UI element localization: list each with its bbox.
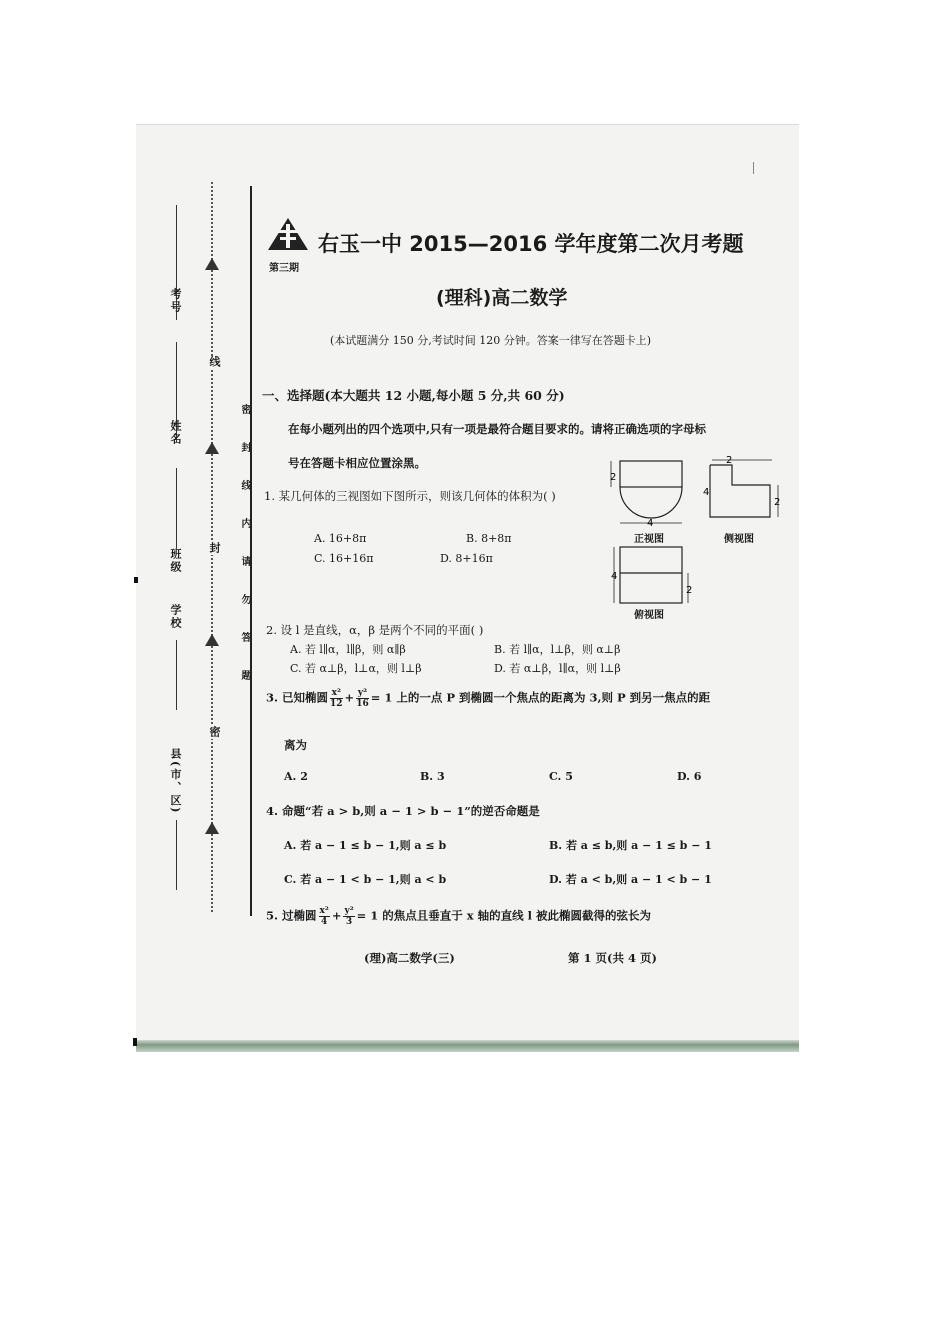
- dim-label: 2: [726, 455, 733, 466]
- seal-char-close: 密: [208, 726, 221, 739]
- dim-label: 2: [774, 497, 781, 508]
- q5-fraction: [319, 906, 330, 927]
- frac-denominator: 3: [345, 917, 353, 927]
- field-line: [176, 820, 177, 890]
- front-view: [620, 461, 682, 518]
- q2-option-b: B. 若 l∥α，l⊥β，则 α⊥β: [494, 643, 621, 656]
- scan-bottom-edge: [136, 1040, 799, 1052]
- question-4-stem: 4. 命题“若 a > b,则 a − 1 > b − 1”的逆否命题是: [266, 804, 540, 818]
- issue-label: 第三期: [269, 263, 299, 274]
- side-view-label: 侧视图: [724, 534, 754, 545]
- triangle-marker-icon: [205, 258, 219, 270]
- question-3-stem: [266, 688, 710, 709]
- school-label: 学校: [169, 604, 182, 630]
- field-line: [176, 640, 177, 710]
- scan-mark: [133, 1038, 137, 1046]
- instruction-text: 在每小题列出的四个选项中,只有一项是最符合题目要求的。请将正确选项的字母标: [288, 422, 706, 436]
- q2-option-c: C. 若 α⊥β，l⊥α，则 l⊥β: [290, 662, 422, 675]
- q3-option-c: C. 5: [549, 770, 573, 783]
- q1-option-d: D. 8+16π: [440, 552, 493, 565]
- scan-mark: [753, 162, 754, 174]
- exam-number-label: 考号: [169, 288, 182, 314]
- q3-option-d: D. 6: [677, 770, 702, 783]
- dim-label: 2: [610, 472, 617, 483]
- dim-label: 4: [703, 487, 710, 498]
- exam-note: (本试题满分 150 分,考试时间 120 分钟。答案一律写在答题卡上): [330, 334, 652, 347]
- q1-option-b: B. 8+8π: [466, 532, 512, 545]
- plus-sign: +: [344, 690, 355, 705]
- q3-fraction: [356, 688, 369, 709]
- top-view: [620, 547, 682, 603]
- frac-numerator: x²: [331, 688, 341, 698]
- q3-fraction: [330, 688, 343, 709]
- scan-mark: [134, 577, 138, 583]
- question-2-stem: 2. 设 l 是直线，α，β 是两个不同的平面( ): [266, 623, 484, 637]
- frac-numerator: x²: [319, 906, 329, 916]
- q5-stem-text: 5. 过椭圆: [266, 908, 317, 923]
- frac-numerator: y²: [357, 688, 368, 698]
- frac-denominator: 16: [356, 699, 369, 709]
- seal-char-line: 线: [208, 356, 221, 369]
- question-1-stem: 1. 某几何体的三视图如下图所示，则该几何体的体积为( ): [264, 489, 556, 503]
- footer-subject: (理)高二数学(三): [364, 951, 455, 965]
- q4-option-b: B. 若 a ≤ b,则 a − 1 ≤ b − 1: [549, 839, 712, 852]
- binding-divider: [250, 186, 252, 916]
- frac-denominator: 4: [321, 917, 328, 927]
- q3-stem-text: 3. 已知椭圆: [266, 690, 329, 705]
- q2-option-d: D. 若 α⊥β，l∥α，则 l⊥β: [494, 662, 621, 675]
- q5-fraction: [343, 906, 354, 927]
- q1-option-c: C. 16+16π: [314, 552, 374, 565]
- q4-option-a: A. 若 a − 1 ≤ b − 1,则 a ≤ b: [284, 839, 447, 852]
- q1-option-a: A. 16+8π: [314, 532, 367, 545]
- question-5-stem: [266, 906, 651, 927]
- page-title: 右玉一中 2015—2016 学年度第二次月考题: [318, 232, 744, 256]
- page-subtitle: (理科)高二数学: [436, 287, 568, 309]
- seal-warning: 密封线内请勿答题: [239, 404, 250, 708]
- q4-option-c: C. 若 a − 1 < b − 1,则 a < b: [284, 873, 447, 886]
- field-line: [176, 468, 177, 548]
- q3-option-b: B. 3: [420, 770, 445, 783]
- seal-char-seal: 封: [208, 542, 221, 555]
- dim-label: 2: [686, 585, 693, 596]
- school-logo-icon: [266, 216, 310, 256]
- frac-denominator: 12: [330, 699, 343, 709]
- q3-option-a: A. 2: [284, 770, 308, 783]
- page-number: 第 1 页(共 4 页): [568, 951, 657, 965]
- plus-sign: +: [331, 908, 342, 923]
- dim-label: 4: [647, 518, 654, 529]
- triangle-marker-icon: [205, 822, 219, 834]
- q3-stem-text: = 1 上的一点 P 到椭圆一个焦点的距离为 3,则 P 到另一焦点的距: [370, 690, 711, 705]
- top-view-label: 俯视图: [634, 610, 664, 621]
- instruction-text: 号在答题卡相应位置涂黑。: [288, 456, 426, 470]
- name-label: 姓名: [169, 420, 182, 446]
- q2-option-a: A. 若 l∥α，l∥β，则 α∥β: [290, 643, 406, 656]
- q5-stem-text: = 1 的焦点且垂直于 x 轴的直线 l 被此椭圆截得的弦长为: [356, 908, 652, 923]
- q4-option-d: D. 若 a < b,则 a − 1 < b − 1: [549, 873, 712, 886]
- triangle-marker-icon: [205, 634, 219, 646]
- question-3-stem-cont: 离为: [284, 738, 307, 752]
- frac-numerator: y²: [344, 906, 354, 916]
- triangle-marker-icon: [205, 442, 219, 454]
- section-heading: 一、选择题(本大题共 12 小题,每小题 5 分,共 60 分): [262, 388, 565, 403]
- county-label: 县(市、区): [169, 748, 182, 815]
- dim-label: 4: [611, 571, 618, 582]
- side-view: [710, 465, 770, 517]
- class-label: 班级: [169, 548, 182, 574]
- front-view-label: 正视图: [634, 534, 664, 545]
